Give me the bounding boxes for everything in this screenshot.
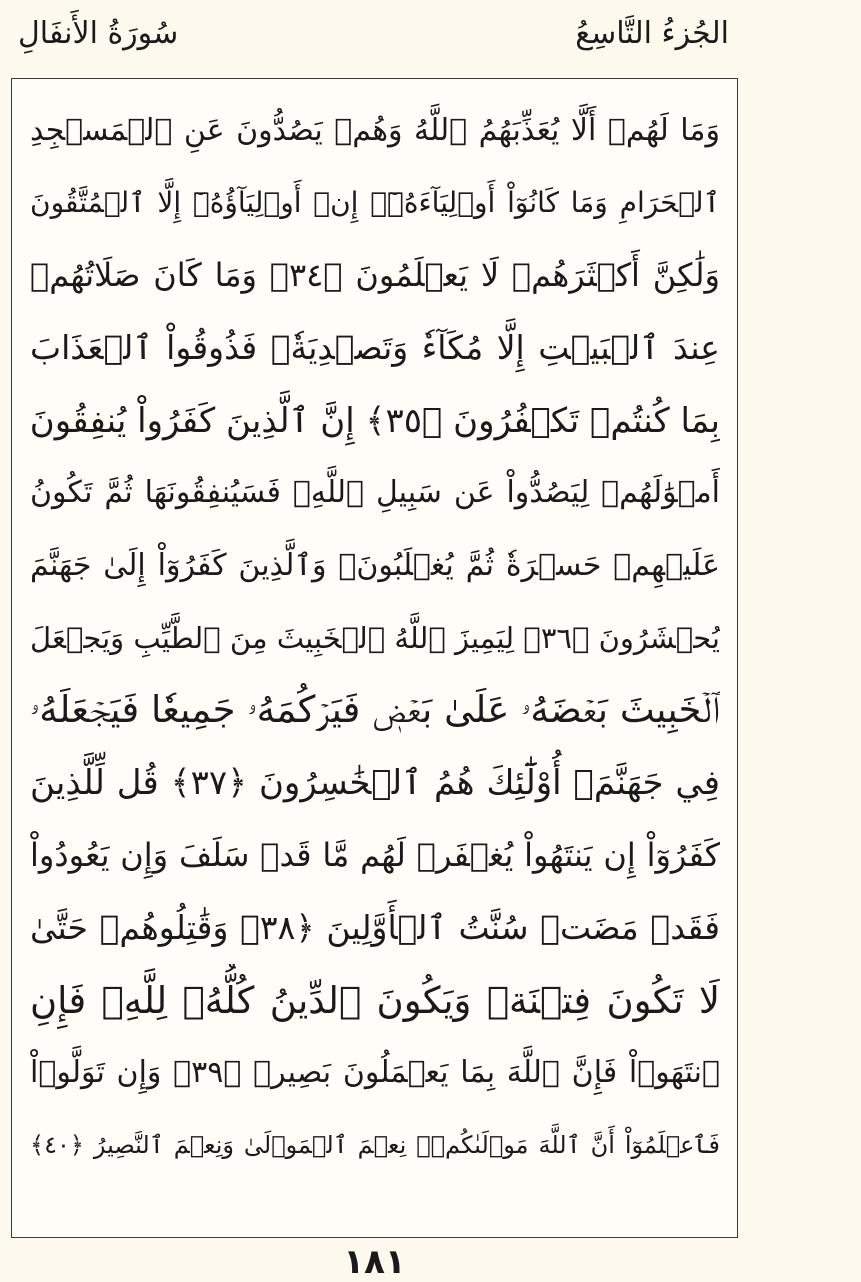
text-line — [30, 747, 720, 820]
line-text: وَمَا لَهُمۡ أَلَّا يُعَذِّبَهُمُ ٱللَّهُ وَهُمۡ يَصُدُّونَ عَنِ ٱلۡمَسۡجِدِ — [30, 112, 720, 148]
text-line — [30, 457, 720, 530]
line-text: ٱلۡحَرَامِ وَمَا كَانُوٓاْ أَوۡلِيَآءَهُۥٓۚ إِنۡ أَوۡلِيَآؤُهُۥٓ إِلَّا ٱلۡمُتَّقُونَ — [30, 186, 720, 220]
text-line — [30, 892, 720, 965]
text-line — [30, 239, 720, 312]
surah-title: سُورَةُ الأَنفَالِ — [18, 16, 179, 51]
text-line — [30, 529, 720, 602]
text-line — [30, 167, 720, 240]
text-line — [30, 312, 720, 385]
text-line — [30, 384, 720, 457]
text-line — [30, 94, 720, 167]
line-text: أَمۡوَٰلَهُمۡ لِيَصُدُّواْ عَن سَبِيلِ ٱللَّهِۚ فَسَيُنفِقُونَهَا ثُمَّ تَكُونُ — [30, 475, 720, 511]
quran-text — [30, 94, 720, 1234]
line-text: عِندَ ٱلۡبَيۡتِ إِلَّا مُكَآءٗ وَتَصۡدِيَةٗۚ فَذُوقُواْ ٱلۡعَذَابَ — [30, 328, 720, 368]
line-text: بِمَا كُنتُمۡ تَكۡفُرُونَ ﴿٣٥﴾ إِنَّ ٱلَّذِينَ كَفَرُواْ يُنفِقُونَ — [30, 400, 720, 441]
line-text: فِي جَهَنَّمَۚ أُوْلَٰٓئِكَ هُمُ ٱلۡخَٰسِرُونَ ﴿٣٧﴾ قُل لِّلَّذِينَ — [30, 763, 720, 804]
text-line — [30, 1109, 720, 1182]
text-line — [30, 964, 720, 1037]
line-text: فَقَدۡ مَضَتۡ سُنَّتُ ٱلۡأَوَّلِينَ ﴿٣٨﴾ وَقَٰتِلُوهُمۡ حَتَّىٰ — [30, 908, 720, 948]
line-text: ٱنتَهَوۡاْ فَإِنَّ ٱللَّهَ بِمَا يَعۡمَلُونَ بَصِيرٞ ﴿٣٩﴾ وَإِن تَوَلَّوۡاْ — [30, 1055, 720, 1091]
line-text: عَلَيۡهِمۡ حَسۡرَةٗ ثُمَّ يُغۡلَبُونَۗ وَٱلَّذِينَ كَفَرُوٓاْ إِلَىٰ جَهَنَّمَ — [30, 547, 720, 583]
juz-title: الجُزءُ التَّاسِعُ — [575, 16, 729, 51]
line-text: لَا تَكُونَ فِتۡنَةٞ وَيَكُونَ ٱلدِّينُ كُلُّهُۥ لِلَّهِۚ فَإِنِ — [30, 978, 720, 1022]
line-text: كَفَرُوٓاْ إِن يَنتَهُواْ يُغۡفَرۡ لَهُم مَّا قَدۡ سَلَفَ وَإِن يَعُودُواْ — [30, 836, 720, 875]
line-text: يُحۡشَرُونَ ﴿٣٦﴾ لِيَمِيزَ ٱللَّهُ ٱلۡخَبِيثَ مِنَ ٱلطَّيِّبِ وَيَجۡعَلَ — [30, 620, 720, 655]
line-text: ٱلۡخَبِيثَ بَعۡضَهُۥ عَلَىٰ بَعۡضٖ فَيَرۡكُمَهُۥ جَمِيعٗا فَيَجۡعَلَهُۥ — [30, 688, 720, 732]
line-text: وَلَٰكِنَّ أَكۡثَرَهُمۡ لَا يَعۡلَمُونَ ﴿٣٤﴾ وَمَا كَانَ صَلَاتُهُمۡ — [30, 256, 720, 295]
text-line — [30, 819, 720, 892]
text-line — [30, 1037, 720, 1110]
text-line — [30, 674, 720, 747]
line-text: فَٱعۡلَمُوٓاْ أَنَّ ٱللَّهَ مَوۡلَىٰكُمۡۚ نِعۡمَ ٱلۡمَوۡلَىٰ وَنِعۡمَ ٱلنَّصِيرُ ﴿٤٠﴾ — [30, 1131, 720, 1160]
page-number: ١٨١ — [343, 1242, 406, 1282]
text-line — [30, 602, 720, 675]
